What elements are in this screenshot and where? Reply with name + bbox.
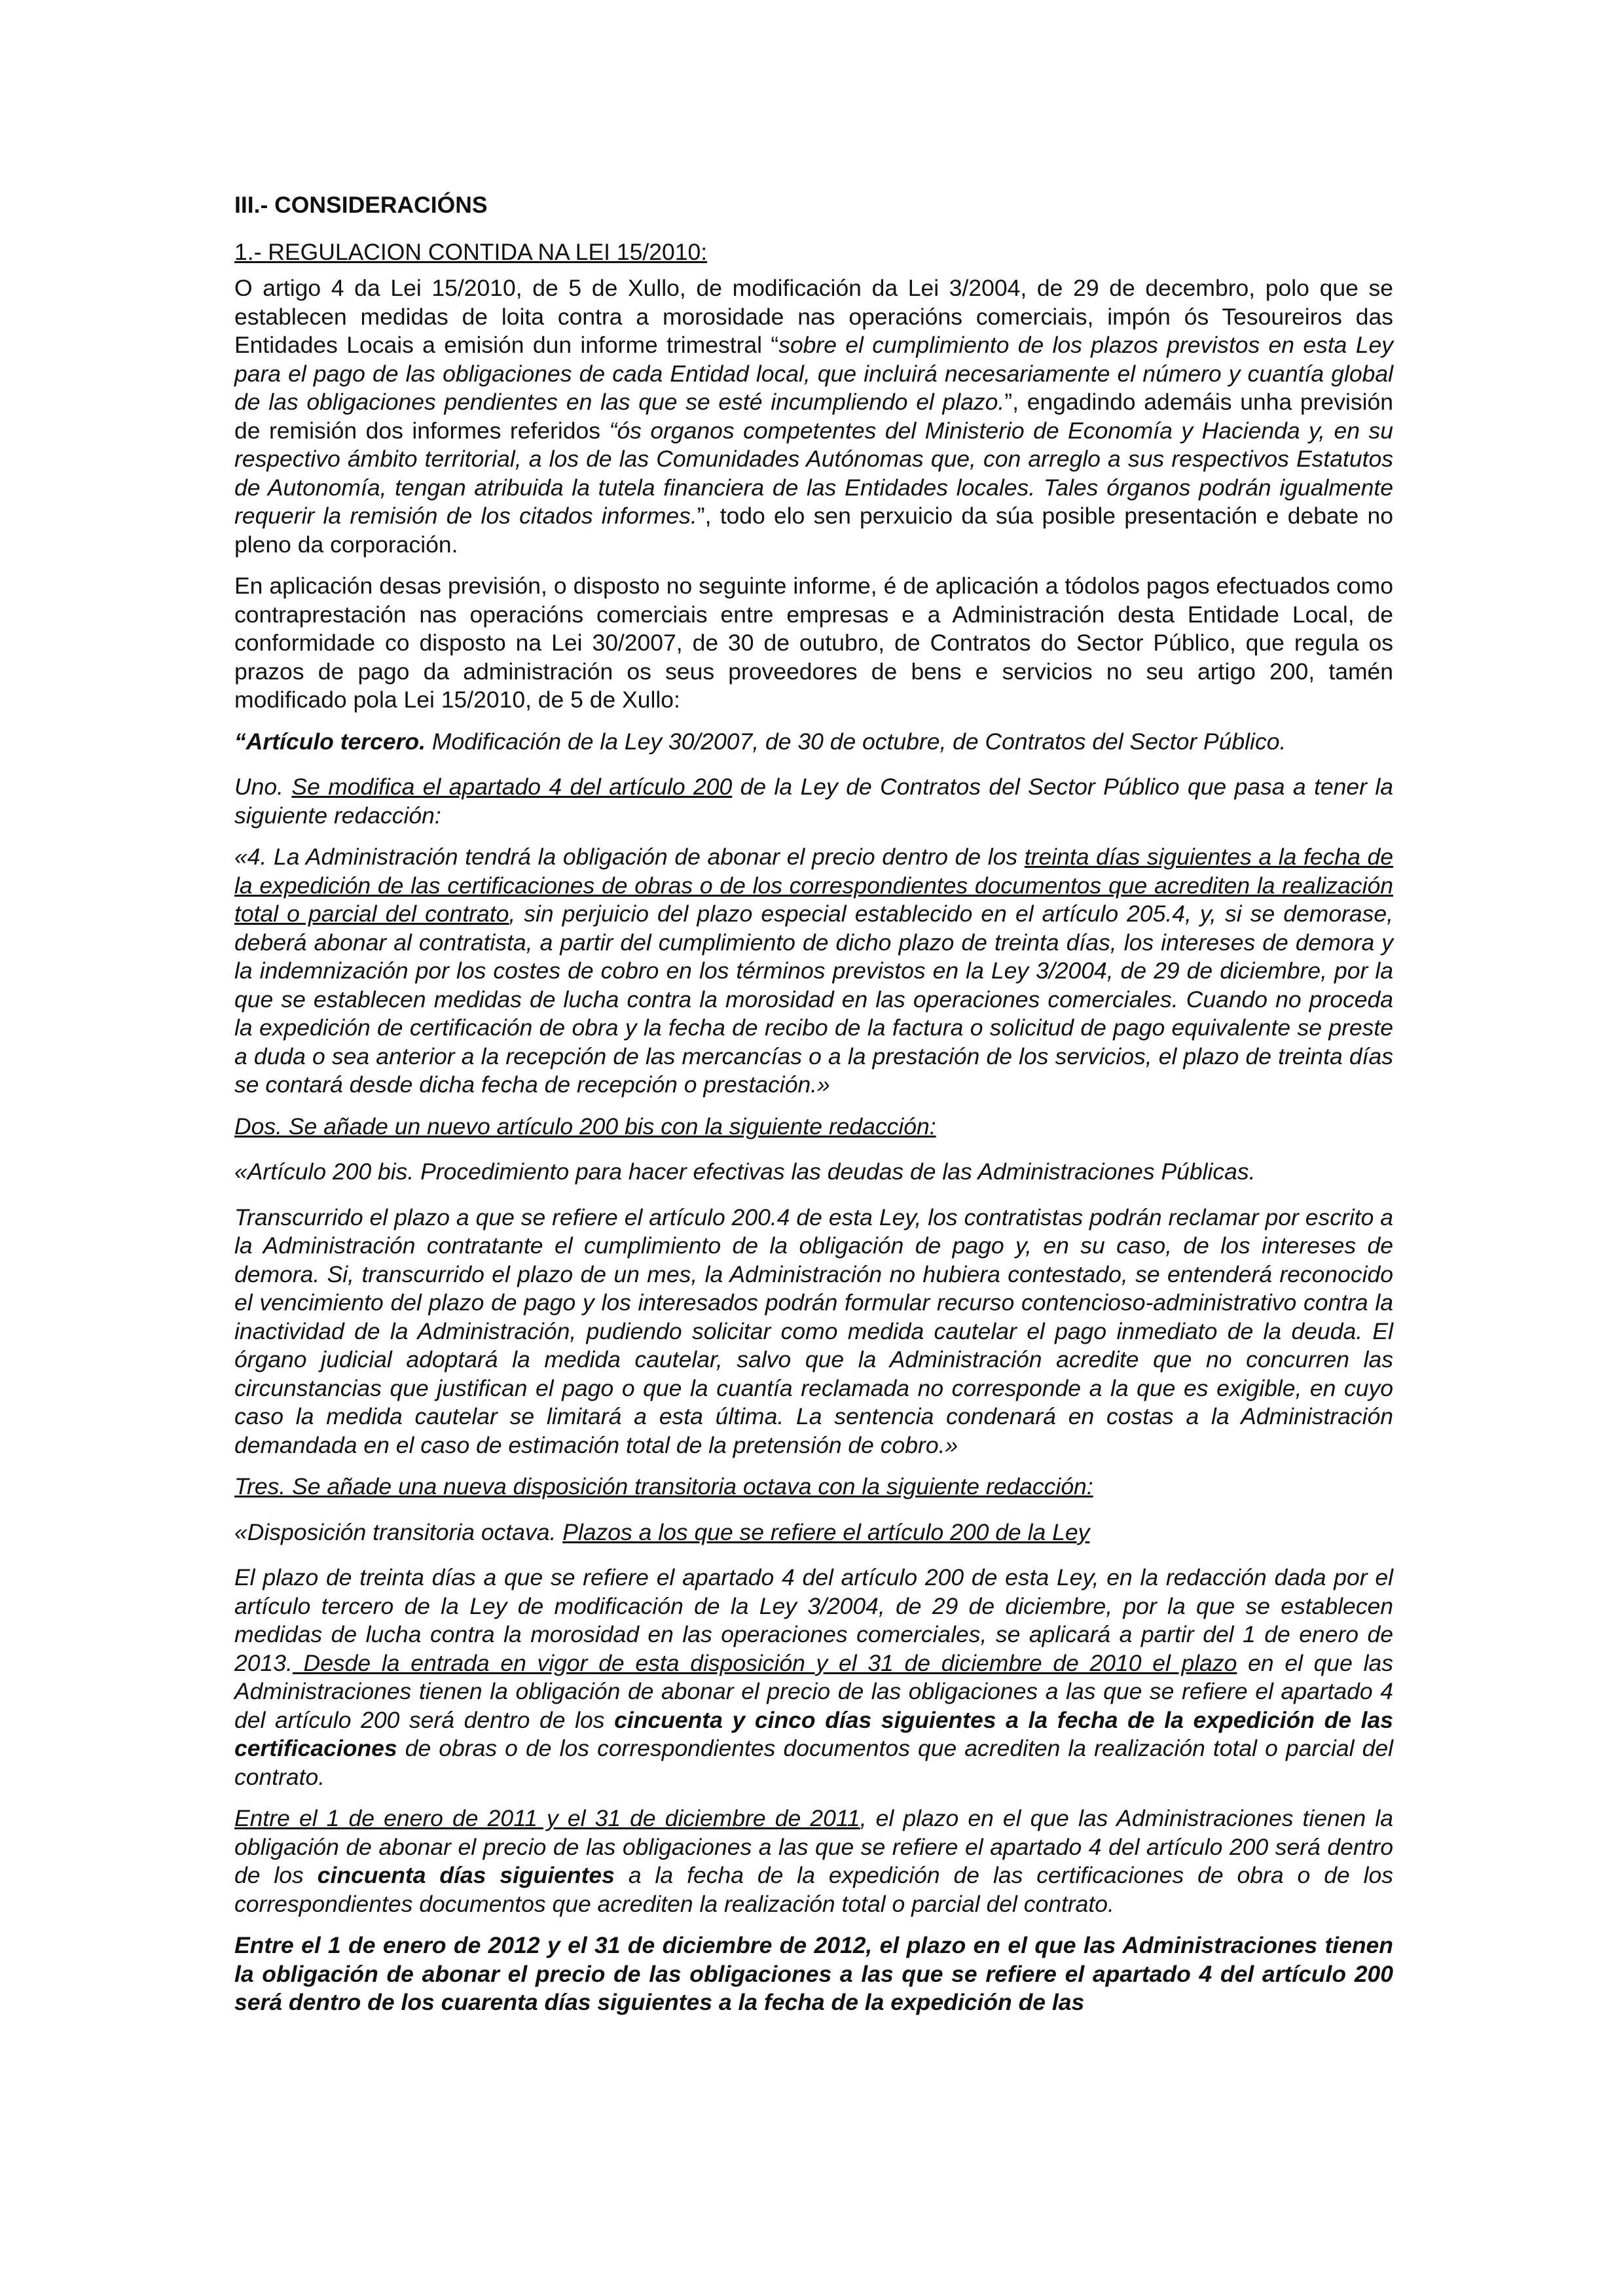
uno-text-a: Uno. [234, 774, 292, 800]
plazo-treinta-bold: cincuenta y cinco días siguientes a la fecha de la expedición de las certificaciones [234, 1706, 1393, 1761]
articulo-tercero-text: Modificación de la Ley 30/2007, de 30 de octubre, de Contratos del Sector Público. [425, 728, 1286, 755]
paragraph-dos: Dos. Se añade un nuevo artículo 200 bis con la siguiente redacción: [234, 1113, 936, 1139]
document-page [234, 191, 1393, 2030]
paragraph-plazo-treinta [234, 1564, 1393, 1791]
disposicion-underlined: Plazos a los que se refiere el artículo 200 de la Ley [562, 1518, 1090, 1545]
uno-underlined: Se modifica el apartado 4 del artículo 200 [291, 774, 733, 800]
paragraph-2011 [234, 1804, 1393, 1918]
subsection-title: 1.- REGULACION CONTIDA NA LEI 15/2010: [234, 238, 708, 265]
paragraph-uno [234, 773, 1393, 830]
apartado-4-text-a: «4. La Administración tendrá la obligación de abonar el precio dentro de los [234, 844, 1025, 870]
paragraph-apartado-4 [234, 843, 1393, 1100]
section-title: III.- CONSIDERACIÓNS [234, 192, 488, 218]
articulo-tercero-label: “Artículo tercero. [234, 728, 426, 755]
disposicion-text-a: «Disposición transitoria octava. [234, 1518, 563, 1545]
p1-text-c: ”, engadindo ademáis unha previsión de remisión dos informes referidos [234, 389, 1393, 444]
paragraph-article-4-summary [234, 274, 1393, 559]
paragraph-transcurrido: Transcurrido el plazo a que se refiere el artículo 200.4 de esta Ley, los contratistas podrán reclamar por escrito a la Administración contratante el cumplimiento de la obligación de pago y, en su caso, de los intereses de demora. Si, transcurrido el plazo de un mes, la Administración no hubiera contestado, se entenderá reconocido el vencimiento del plazo de pago y los interesados podrán formular recurso contencioso-administrativo contra la inactividad de la Administración, pudiendo solicitar como medida cautelar el pago inmediato de la deuda. El órgano judicial adoptará la medida cautelar, salvo que la Administración acredite que no concurren las circunstancias que justifican el pago o que la cuantía reclamada no corresponde a la que es exigible, en cuyo caso la medida cautelar se limitará a esta última. La sentencia condenará en costas a la Administración demandada en el caso de estimación total de la pretensión de cobro.» [234, 1204, 1393, 1458]
p2011-text-a: , el plazo en el que las Administraciones tienen la obligación de abonar el precio de las obligaciones a las que se refiere el apartado 4 del artículo 200 será dentro de los [234, 1805, 1394, 1888]
uno-text-b: de la Ley de Contratos del Sector Público que pasa a tener la siguiente redacción: [234, 774, 1394, 829]
p1-quote-organos: “ós organos competentes del Ministerio de Economía y Hacienda y, en su respectivo ámbito territorial, a los de las Comunidades Autónomas que, con arreglo a sus respectivos Estatutos de Autonomía, tengan atribuida la tutela financiera de las Entidades locales. Tales órganos podrán igualmente requerir la remisión de los citados informes. [234, 417, 1393, 529]
p1-text-a: O artigo 4 da Lei 15/2010, de 5 de Xullo, de modificación da Lei 3/2004, de 29 de decembro, polo que se establecen medidas de loita contra a morosidade nas operacións comerciais, impón ós Tesoureiros das Entidades Locais a emisión dun informe trimestral “ [234, 275, 1393, 358]
plazo-treinta-text-a: El plazo de treinta días a que se refiere el apartado 4 del artículo 200 de esta Ley, en la redacción dada por el artículo tercero de la Ley de modificación de la Ley 3/2004, de 29 de diciembre, por la que se establecen medidas de lucha contra la morosidad en las operaciones comerciales, se aplicará a partir del 1 de enero de 2013. [234, 1564, 1393, 1676]
paragraph-2012: Entre el 1 de enero de 2012 y el 31 de diciembre de 2012, el plazo en el que las Administraciones tienen la obligación de abonar el precio de las obligaciones a las que se refiere el apartado 4 del artículo 200 será dentro de los cuarenta días siguientes a la fecha de la expedición de las [234, 1932, 1393, 2015]
p2011-underlined: Entre el 1 de enero de 2011 y el 31 de diciembre de 2011 [234, 1805, 860, 1831]
paragraph-articulo-tercero [234, 728, 1393, 757]
paragraph-articulo-200-bis: «Artículo 200 bis. Procedimiento para hacer efectivas las deudas de las Administraciones Públicas. [234, 1158, 1256, 1185]
paragraph-tres: Tres. Se añade una nueva disposición transitoria octava con la siguiente redacción: [234, 1473, 1093, 1499]
paragraph-disposicion-transitoria [234, 1518, 1393, 1547]
apartado-4-text-b: , sin perjuicio del plazo especial establecido en el artículo 205.4, y, si se demorase, deberá abonar al contratista, a partir del cumplimiento de dicho plazo de treinta días, los intereses de demora y la indemnización por los costes de cobro en los términos previstos en la Ley 3/2004, de 29 de diciembre, por la que se establecen medidas de lucha contra la morosidad en las operaciones comerciales. Cuando no proceda la expedición de certificación de obra y la fecha de recibo de la factura o solicitud de pago equivalente se preste a duda o sea anterior a la recepción de las mercancías o a la prestación de los servicios, el plazo de treinta días se contará desde dicha fecha de recepción o prestación.» [234, 901, 1393, 1098]
plazo-treinta-underlined: Desde la entrada en vigor de esta disposición y el 31 de diciembre de 2010 el plazo [292, 1649, 1237, 1676]
plazo-treinta-text-c: de obras o de los correspondientes documentos que acrediten la realización total o parcial del contrato. [234, 1735, 1393, 1790]
p2011-bold: cincuenta días siguientes [317, 1862, 615, 1888]
plazo-treinta-text-b: en el que las Administraciones tienen la obligación de abonar el precio de las obligaciones a las que se refiere el apartado 4 del artículo 200 será dentro de los [234, 1649, 1393, 1733]
apartado-4-underlined: treinta días siguientes a la fecha de la expedición de las certificaciones de obras o de los correspondientes documentos que acrediten la realización total o parcial del contrato [234, 844, 1393, 927]
p1-quote-informe: sobre el cumplimiento de los plazos previstos en esta Ley para el pago de las obligaciones de cada Entidad local, que incluirá necesariamente el número y cuantía global de las obligaciones pendientes en las que se esté incumpliendo el plazo. [234, 332, 1393, 415]
p2011-text-b: a la fecha de la expedición de las certificaciones de obra o de los correspondientes documentos que acrediten la realización total o parcial del contrato. [234, 1862, 1394, 1917]
p1-text-e: ”, todo elo sen perxuicio da súa posible presentación e debate no pleno da corporación. [234, 503, 1393, 558]
paragraph-application: En aplicación desas previsión, o disposto no seguinte informe, é de aplicación a tódolos pagos efectuados como contraprestación nas operacións comerciais entre empresas e a Administración desta Entidade Local, de conformidade co disposto na Lei 30/2007, de 30 de outubro, de Contratos do Sector Público, que regula os prazos de pago da administración os seus proveedores de bens e servicios no seu artigo 200, tamén modificado pola Lei 15/2010, de 5 de Xullo: [234, 573, 1393, 713]
